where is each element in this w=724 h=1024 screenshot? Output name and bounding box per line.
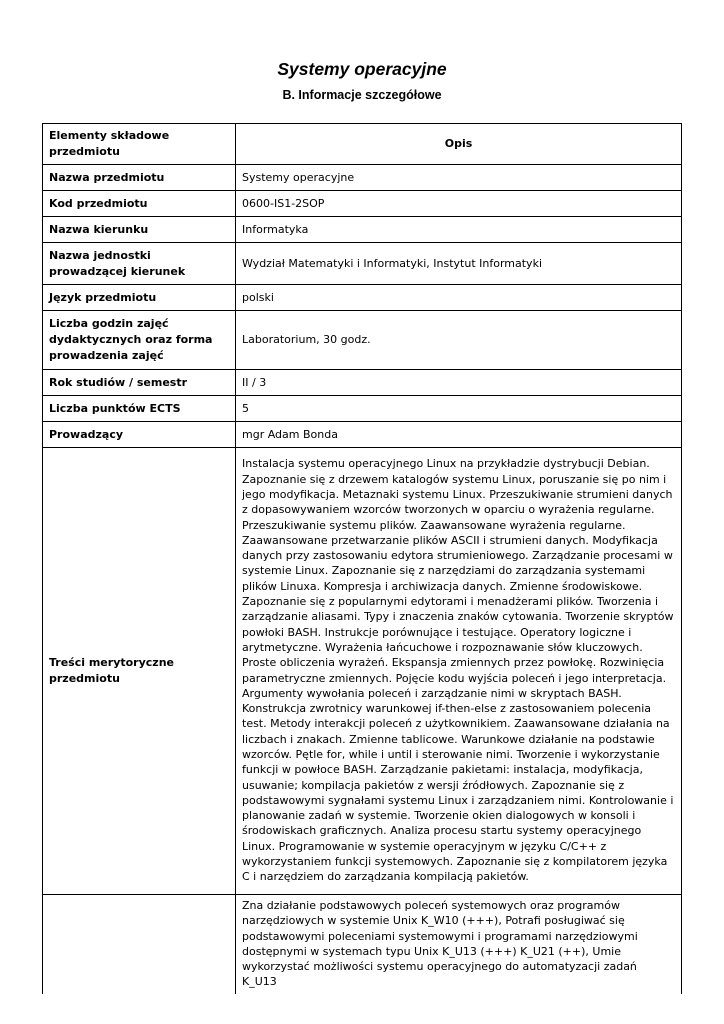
- row-label: Nazwa kierunku: [43, 217, 236, 243]
- row-value: 5: [236, 396, 682, 422]
- row-label: Język przedmiotu: [43, 285, 236, 311]
- learning-outcomes-text: Zna działanie podstawowych poleceń systemowych oraz programów narzędziowych w systemie Unix K_W10 (+++), Potrafi posługiwać się podstawowymi poleceniami systemowymi i programami narzędziowymi dostępnymi w systemach typu Unix K_U13 (+++) K_U21 (++), Umie wykorzystać możliwości systemu operacyjnego do automatyzacji zadań K_U13: [236, 895, 682, 994]
- table-row: [43, 311, 682, 370]
- table-row: [43, 285, 682, 311]
- row-label: Liczba punktów ECTS: [43, 396, 236, 422]
- table-row: [43, 895, 682, 994]
- table-row: [43, 217, 682, 243]
- table-row: [43, 396, 682, 422]
- row-value: polski: [236, 285, 682, 311]
- course-info-table: [42, 123, 682, 994]
- row-label: Prowadzący: [43, 422, 236, 448]
- row-value: mgr Adam Bonda: [236, 422, 682, 448]
- header-description-cell: Opis: [236, 124, 682, 165]
- header-elements-cell: Elementy składowe przedmiotu: [43, 124, 236, 165]
- row-value: Informatyka: [236, 217, 682, 243]
- table-row: [43, 243, 682, 285]
- table-header-row: [43, 124, 682, 165]
- row-label: Nazwa przedmiotu: [43, 165, 236, 191]
- document-subtitle: B. Informacje szczegółowe: [282, 88, 442, 102]
- row-label: Kod przedmiotu: [43, 191, 236, 217]
- row-value: 0600-IS1-2SOP: [236, 191, 682, 217]
- table-row: [43, 422, 682, 448]
- row-value: II / 3: [236, 370, 682, 396]
- row-value: Laboratorium, 30 godz.: [236, 311, 682, 370]
- row-label: Nazwa jednostki prowadzącej kierunek: [43, 243, 236, 285]
- row-label: Rok studiów / semestr: [43, 370, 236, 396]
- table-row: [43, 448, 682, 895]
- row-label: Liczba godzin zajęć dydaktycznych oraz forma prowadzenia zajęć: [43, 311, 236, 370]
- table-row: [43, 370, 682, 396]
- document-title: Systemy operacyjne: [277, 59, 447, 79]
- table-row: [43, 165, 682, 191]
- table-row: [43, 191, 682, 217]
- row-label: [43, 895, 236, 994]
- course-content-text: Instalacja systemu operacyjnego Linux na przykładzie dystrybucji Debian. Zapoznanie się z drzewem katalogów systemu Linux, poruszanie się po nim i jego modyfikacja. Metaznaki systemu Linux. Przeszukiwanie strumieni danych z dopasowywaniem wzorców tworzonych w oparciu o wyrażenia regularne. Przeszukiwanie systemu plików. Zaawansowane wyrażenia regularne. Zaawansowane przetwarzanie plików ASCII i strumieni danych. Modyfikacja danych przy zastosowaniu edytora strumieniowego. Zarządzanie procesami w systemie Linux. Zapoznanie się z narzędziami do zarządzania systemami plików Linuxa. Kompresja i archiwizacja danych. Zmienne środowiskowe. Zapoznanie się z popularnymi edytorami i menadżerami plików. Tworzenia i zarządzanie aliasami. Typy i znaczenia znaków cytowania. Tworzenie skryptów powłoki BASH. Instrukcje porównujące i testujące. Operatory logiczne i arytmetyczne. Wyrażenia łańcuchowe i rozpoznawanie słów kluczowych. Proste obliczenia wyrażeń. Ekspansja zmiennych przez powłokę. Rozwinięcia parametryczne zmiennych. Pojęcie kodu wyjścia poleceń i jego interpretacja. Argumenty wywołania poleceń i zarządzanie nimi w skryptach BASH. Konstrukcja zwrotnicy warunkowej if-then-else z zastosowaniem polecenia test. Metody interakcji poleceń z użytkownikiem. Zaawansowane działania na liczbach i znakach. Zmienne tablicowe. Warunkowe działanie na podstawie wzorców. Pętle for, while i until i sterowanie nimi. Tworzenie i wykorzystanie funkcji w powłoce BASH. Zarządzanie pakietami: instalacja, modyfikacja, usuwanie; kompilacja pakietów z wersji źródłowych. Zapoznanie się z podstawowymi sygnałami systemu Linux i zarządzaniem nimi. Kontrolowanie i planowanie zadań w systemie. Tworzenie okien dialogowych w konsoli i środowiskach graficznych. Analiza procesu startu systemy operacyjnego Linux. Programowanie w systemie operacyjnym w języku C/C++ z wykorzystaniem funkcji systemowych. Zapoznanie się z kompilatorem języka C i narzędziem do zarządzania kompilacją pakietów.: [236, 448, 682, 895]
- row-value: Wydział Matematyki i Informatyki, Instytut Informatyki: [236, 243, 682, 285]
- row-value: Systemy operacyjne: [236, 165, 682, 191]
- row-label: Treści merytoryczne przedmiotu: [43, 448, 236, 895]
